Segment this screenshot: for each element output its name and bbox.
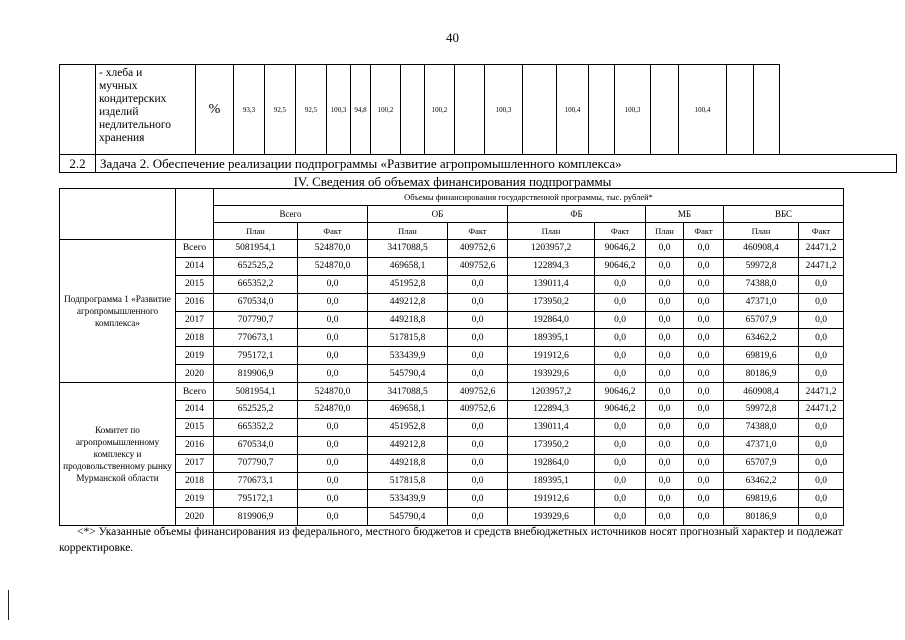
row-number-cell [60, 65, 96, 155]
amount-cell: 65707,9 [724, 454, 799, 472]
amount-cell: 0,0 [799, 347, 844, 365]
amount-cell: 90646,2 [595, 383, 646, 401]
amount-cell: 770673,1 [214, 329, 298, 347]
program-name-cell: Комитет по агропромышленному комплексу и продовольственному рынку Мурманской области [60, 383, 176, 526]
amount-cell: 0,0 [595, 329, 646, 347]
amount-cell: 0,0 [684, 401, 724, 419]
amount-cell: 0,0 [646, 311, 684, 329]
amount-cell: 63462,2 [724, 472, 799, 490]
amount-cell: 0,0 [448, 508, 508, 526]
amount-cell: 0,0 [646, 257, 684, 275]
amount-cell: 3417088,5 [368, 240, 448, 258]
fact-header: Факт [595, 223, 646, 240]
year-cell: 2020 [176, 508, 214, 526]
value-cell: 93,3 [234, 65, 265, 155]
amount-cell: 90646,2 [595, 240, 646, 258]
year-cell: Всего [176, 240, 214, 258]
amount-cell: 189395,1 [508, 329, 595, 347]
year-cell: 2018 [176, 472, 214, 490]
amount-cell: 524870,0 [298, 401, 368, 419]
amount-cell: 139011,4 [508, 418, 595, 436]
amount-cell: 0,0 [799, 293, 844, 311]
amount-cell: 0,0 [595, 275, 646, 293]
amount-cell: 0,0 [684, 490, 724, 508]
amount-cell: 0,0 [684, 311, 724, 329]
amount-cell: 0,0 [684, 454, 724, 472]
amount-cell: 74388,0 [724, 418, 799, 436]
table-row [60, 275, 844, 293]
description-line: недлительного [99, 119, 172, 131]
amount-cell: 0,0 [595, 347, 646, 365]
value-cell [589, 65, 615, 155]
amount-cell: 80186,9 [724, 365, 799, 383]
amount-cell: 0,0 [298, 275, 368, 293]
amount-cell: 0,0 [684, 275, 724, 293]
amount-cell: 0,0 [298, 347, 368, 365]
amount-cell: 0,0 [595, 454, 646, 472]
amount-cell: 0,0 [799, 436, 844, 454]
description-line: хранения [99, 132, 145, 144]
amount-cell: 24471,2 [799, 240, 844, 258]
value-cell: 100,2 [371, 65, 401, 155]
amount-cell: 0,0 [684, 472, 724, 490]
amount-cell: 795172,1 [214, 347, 298, 365]
source-header-mb: МБ [646, 206, 724, 223]
amount-cell: 451952,8 [368, 418, 448, 436]
amount-cell: 451952,8 [368, 275, 448, 293]
unit-cell: % [196, 65, 234, 155]
financing-table-body [60, 240, 844, 526]
amount-cell: 0,0 [799, 508, 844, 526]
amount-cell: 0,0 [646, 418, 684, 436]
amount-cell: 0,0 [646, 383, 684, 401]
table-row [60, 365, 844, 383]
fact-header: Факт [298, 223, 368, 240]
description-line: кондитерских [99, 93, 167, 105]
amount-cell: 5081954,1 [214, 240, 298, 258]
amount-cell: 665352,2 [214, 418, 298, 436]
fact-header: Факт [684, 223, 724, 240]
amount-cell: 0,0 [595, 508, 646, 526]
year-cell: 2019 [176, 490, 214, 508]
amount-cell: 192864,0 [508, 311, 595, 329]
source-header-ob: ОБ [368, 206, 508, 223]
task-number: 2.2 [60, 155, 96, 173]
amount-cell: 0,0 [448, 490, 508, 508]
amount-cell: 0,0 [448, 472, 508, 490]
amount-cell: 80186,9 [724, 508, 799, 526]
amount-cell: 0,0 [684, 508, 724, 526]
fact-header: Факт [799, 223, 844, 240]
amount-cell: 0,0 [646, 401, 684, 419]
year-cell: 2016 [176, 293, 214, 311]
amount-cell: 0,0 [448, 311, 508, 329]
amount-cell: 0,0 [298, 418, 368, 436]
table-row [60, 383, 844, 401]
value-cell: 92,5 [265, 65, 296, 155]
amount-cell: 0,0 [799, 311, 844, 329]
amount-cell: 24471,2 [799, 383, 844, 401]
table-row [60, 311, 844, 329]
amount-cell: 0,0 [595, 490, 646, 508]
amount-cell: 0,0 [448, 347, 508, 365]
amount-cell: 0,0 [646, 472, 684, 490]
plan-header: План [646, 223, 684, 240]
margin-mark [8, 590, 9, 620]
amount-cell: 0,0 [684, 365, 724, 383]
amount-cell: 193929,6 [508, 365, 595, 383]
amount-cell: 0,0 [646, 436, 684, 454]
amount-cell: 65707,9 [724, 311, 799, 329]
amount-cell: 139011,4 [508, 275, 595, 293]
amount-cell: 0,0 [595, 436, 646, 454]
value-cell [651, 65, 679, 155]
amount-cell: 0,0 [595, 472, 646, 490]
amount-cell: 707790,7 [214, 311, 298, 329]
footnote: <*> Указанные объемы финансирования из федерального, местного бюджетов и средств внебюджетных источников носят прогнозный характер и подлежат корректировке. [59, 526, 843, 554]
amount-cell: 0,0 [448, 454, 508, 472]
amount-cell: 189395,1 [508, 472, 595, 490]
header-empty-cell [60, 189, 176, 240]
table-row [60, 436, 844, 454]
value-cell: 100,3 [485, 65, 523, 155]
amount-cell: 0,0 [298, 472, 368, 490]
table-row [60, 490, 844, 508]
plan-header: План [368, 223, 448, 240]
amount-cell: 0,0 [684, 240, 724, 258]
value-cell: 100,4 [679, 65, 727, 155]
amount-cell: 0,0 [646, 365, 684, 383]
value-cell: 100,3 [327, 65, 351, 155]
amount-cell: 0,0 [298, 454, 368, 472]
amount-cell: 0,0 [646, 490, 684, 508]
amount-cell: 449212,8 [368, 293, 448, 311]
amount-cell: 0,0 [298, 490, 368, 508]
amount-cell: 0,0 [684, 257, 724, 275]
amount-cell: 192864,0 [508, 454, 595, 472]
amount-cell: 0,0 [298, 293, 368, 311]
amount-cell: 0,0 [646, 293, 684, 311]
amount-cell: 449212,8 [368, 436, 448, 454]
amount-cell: 524870,0 [298, 240, 368, 258]
amount-cell: 74388,0 [724, 275, 799, 293]
amount-cell: 0,0 [448, 293, 508, 311]
amount-cell: 0,0 [448, 329, 508, 347]
amount-cell: 0,0 [595, 365, 646, 383]
value-cell [455, 65, 485, 155]
amount-cell: 460908,4 [724, 240, 799, 258]
amount-cell: 122894,3 [508, 401, 595, 419]
amount-cell: 819906,9 [214, 365, 298, 383]
year-cell: 2017 [176, 311, 214, 329]
amount-cell: 3417088,5 [368, 383, 448, 401]
table-row [60, 347, 844, 365]
amount-cell: 0,0 [799, 490, 844, 508]
amount-cell: 0,0 [448, 436, 508, 454]
amount-cell: 0,0 [646, 240, 684, 258]
table-row [60, 240, 844, 258]
amount-cell: 449218,8 [368, 311, 448, 329]
amount-cell: 0,0 [646, 454, 684, 472]
plan-header: План [214, 223, 298, 240]
amount-cell: 0,0 [684, 293, 724, 311]
source-header-vbs: ВБС [724, 206, 844, 223]
amount-cell: 0,0 [646, 347, 684, 365]
fact-header: Факт [448, 223, 508, 240]
description-line: изделий [99, 106, 139, 118]
amount-cell: 47371,0 [724, 436, 799, 454]
amount-cell: 524870,0 [298, 383, 368, 401]
amount-cell: 0,0 [684, 418, 724, 436]
year-cell: 2019 [176, 347, 214, 365]
amount-cell: 0,0 [448, 418, 508, 436]
amount-cell: 517815,8 [368, 329, 448, 347]
amount-cell: 0,0 [646, 329, 684, 347]
amount-cell: 0,0 [646, 508, 684, 526]
value-cell [754, 65, 780, 155]
amount-cell: 0,0 [799, 365, 844, 383]
table-row [60, 293, 844, 311]
amount-cell: 0,0 [595, 418, 646, 436]
year-cell: 2020 [176, 365, 214, 383]
year-cell: 2018 [176, 329, 214, 347]
financing-table [59, 188, 844, 526]
amount-cell: 0,0 [684, 436, 724, 454]
amount-cell: 0,0 [595, 293, 646, 311]
amount-cell: 770673,1 [214, 472, 298, 490]
year-cell: 2014 [176, 401, 214, 419]
amount-cell: 652525,2 [214, 257, 298, 275]
amount-cell: 1203957,2 [508, 383, 595, 401]
amount-cell: 90646,2 [595, 257, 646, 275]
table-row [60, 454, 844, 472]
amount-cell: 0,0 [298, 311, 368, 329]
amount-cell: 69819,6 [724, 347, 799, 365]
amount-cell: 0,0 [799, 418, 844, 436]
description-line: мучных [99, 80, 138, 92]
amount-cell: 0,0 [799, 275, 844, 293]
amount-cell: 173950,2 [508, 293, 595, 311]
amount-cell: 460908,4 [724, 383, 799, 401]
amount-cell: 533439,9 [368, 347, 448, 365]
amount-cell: 469658,1 [368, 401, 448, 419]
value-cell [727, 65, 754, 155]
source-header-fb: ФБ [508, 206, 646, 223]
amount-cell: 0,0 [684, 329, 724, 347]
amount-cell: 670534,0 [214, 293, 298, 311]
amount-cell: 59972,8 [724, 257, 799, 275]
amount-cell: 122894,3 [508, 257, 595, 275]
header-empty-cell [176, 189, 214, 240]
value-cell: 92,5 [296, 65, 327, 155]
amount-cell: 0,0 [448, 275, 508, 293]
amount-cell: 0,0 [448, 365, 508, 383]
amount-cell: 652525,2 [214, 401, 298, 419]
amount-cell: 449218,8 [368, 454, 448, 472]
amount-cell: 24471,2 [799, 401, 844, 419]
amount-cell: 409752,6 [448, 257, 508, 275]
amount-cell: 795172,1 [214, 490, 298, 508]
value-cell [523, 65, 557, 155]
amount-cell: 0,0 [799, 454, 844, 472]
year-cell: Всего [176, 383, 214, 401]
description-line: - хлеба и [99, 67, 143, 79]
amount-cell: 0,0 [684, 383, 724, 401]
amount-cell: 63462,2 [724, 329, 799, 347]
amount-cell: 0,0 [298, 436, 368, 454]
amount-cell: 819906,9 [214, 508, 298, 526]
header-caption: Объемы финансирования государственной программы, тыс. рублей* [214, 189, 844, 206]
amount-cell: 191912,6 [508, 347, 595, 365]
amount-cell: 0,0 [595, 311, 646, 329]
amount-cell: 670534,0 [214, 436, 298, 454]
program-name-cell: Подпрограмма 1 «Развитие агропромышленного комплекса» [60, 240, 176, 383]
year-cell: 2016 [176, 436, 214, 454]
year-cell: 2015 [176, 418, 214, 436]
amount-cell: 0,0 [799, 472, 844, 490]
table-row [60, 401, 844, 419]
amount-cell: 409752,6 [448, 401, 508, 419]
amount-cell: 665352,2 [214, 275, 298, 293]
value-cell: 100,2 [425, 65, 455, 155]
page-number: 40 [446, 30, 459, 45]
amount-cell: 69819,6 [724, 490, 799, 508]
amount-cell: 0,0 [298, 329, 368, 347]
plan-header: План [724, 223, 799, 240]
amount-cell: 545790,4 [368, 365, 448, 383]
amount-cell: 173950,2 [508, 436, 595, 454]
plan-header: План [508, 223, 595, 240]
amount-cell: 0,0 [799, 329, 844, 347]
table-row [60, 257, 844, 275]
table-row [60, 472, 844, 490]
year-cell: 2017 [176, 454, 214, 472]
year-cell: 2014 [176, 257, 214, 275]
value-cell: 100,4 [557, 65, 589, 155]
indicator-description [96, 65, 196, 155]
amount-cell: 0,0 [298, 508, 368, 526]
amount-cell: 524870,0 [298, 257, 368, 275]
amount-cell: 90646,2 [595, 401, 646, 419]
value-cell [401, 65, 425, 155]
amount-cell: 47371,0 [724, 293, 799, 311]
year-cell: 2015 [176, 275, 214, 293]
amount-cell: 409752,6 [448, 383, 508, 401]
amount-cell: 59972,8 [724, 401, 799, 419]
amount-cell: 545790,4 [368, 508, 448, 526]
value-cell: 94,8 [351, 65, 371, 155]
source-header-total: Всего [214, 206, 368, 223]
amount-cell: 1203957,2 [508, 240, 595, 258]
amount-cell: 0,0 [646, 275, 684, 293]
section-title: IV. Сведения об объемах финансирования подпрограммы [293, 174, 612, 189]
amount-cell: 469658,1 [368, 257, 448, 275]
amount-cell: 5081954,1 [214, 383, 298, 401]
amount-cell: 24471,2 [799, 257, 844, 275]
amount-cell: 409752,6 [448, 240, 508, 258]
amount-cell: 707790,7 [214, 454, 298, 472]
task-title: Задача 2. Обеспечение реализации подпрограммы «Развитие агропромышленного комплекса» [96, 155, 897, 173]
amount-cell: 193929,6 [508, 508, 595, 526]
indicator-table-fragment [59, 64, 897, 173]
table-row [60, 418, 844, 436]
amount-cell: 0,0 [684, 347, 724, 365]
amount-cell: 517815,8 [368, 472, 448, 490]
amount-cell: 191912,6 [508, 490, 595, 508]
table-row [60, 329, 844, 347]
amount-cell: 0,0 [298, 365, 368, 383]
amount-cell: 533439,9 [368, 490, 448, 508]
value-cell: 100,3 [615, 65, 651, 155]
